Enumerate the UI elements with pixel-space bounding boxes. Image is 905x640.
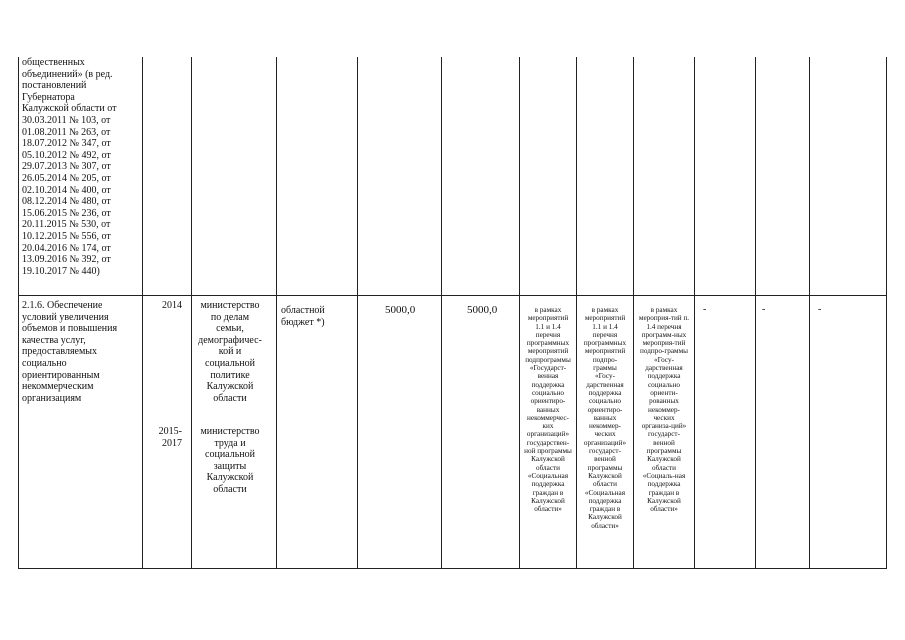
year-2015-2017: 2015- 2017 xyxy=(158,426,182,449)
year-2014: 2014 xyxy=(162,300,182,311)
executor-ministry-labor: министерство труда и социальной защиты Калужской области xyxy=(200,426,260,495)
measure-name: 2.1.6. Обеспечение условий увеличения объемов и повышения качества услуг, предоставляемых социально ориентированным некоммерческим организациям xyxy=(22,300,118,404)
dash-2017: - xyxy=(703,304,707,315)
dash-2018: - xyxy=(762,304,766,315)
column-divider xyxy=(276,57,277,569)
column-divider xyxy=(191,57,192,569)
executor-ministry-family: министерство по делам семьи, демографичес- кой и социальной политике Калужской области xyxy=(198,300,262,404)
row-divider xyxy=(18,295,887,296)
dash-2019: - xyxy=(818,304,822,315)
note-2015: в рамках мероприятий 1.1 и 1.4 перечня программных мероприятий подпро- граммы «Госу- дарственная поддержка социально ориентиро- ванных некоммер- ческих организаций» государст- венной программы Калужской области «Социальная поддержка граждан в Калужской области» xyxy=(583,306,627,530)
amount-2014: 5000,0 xyxy=(467,304,498,316)
note-2014: в рамках мероприятий 1.1 и 1.4 перечня программных мероприятий подпрограммы «Государст- венная поддержка социально ориентиро- ванных некоммерчес- ких организаций» государствен- ной программы Калужской области «Социальная поддержка граждан в Калужской области» xyxy=(524,306,572,514)
note-2016: в рамках мероприя-тий п. 1.4 перечня программ-ных мероприя-тий подпро-граммы «Госу- дарственная поддержка социально ориенти- рованных некоммер- ческих организа-ций» государст- венной программы Калужской области «Социаль-ная поддержка граждан в Калужской области» xyxy=(638,306,690,514)
table-border-bottom xyxy=(18,568,887,569)
column-divider xyxy=(694,57,695,569)
measure-name-continued: общественных объединений» (в ред. постановлений Губернатора Калужской области от 30.03.2011 № 103, от 01.08.2011 № 263, от 18.07.2012 № 347, от 05.10.2012 № 492, от 29.07.2013 № 307, от 26.05.2014 № 205, от 02.10.2014 № 400, от 08.12.2014 № 480, от 15.06.2015 № 236, от 20.11.2015 № 530, от 10.12.2015 № 556, от 20.04.2016 № 174, от 13.09.2016 № 392, от 19.10.2017 № 440) xyxy=(22,57,117,277)
total-amount: 5000,0 xyxy=(385,304,416,316)
column-divider xyxy=(755,57,756,569)
table-border-right xyxy=(886,57,887,569)
column-divider xyxy=(142,57,143,569)
table-border-left xyxy=(18,57,19,569)
column-divider xyxy=(441,57,442,569)
column-divider xyxy=(809,57,810,569)
funding-source: областной бюджет *) xyxy=(281,305,325,328)
column-divider xyxy=(357,57,358,569)
